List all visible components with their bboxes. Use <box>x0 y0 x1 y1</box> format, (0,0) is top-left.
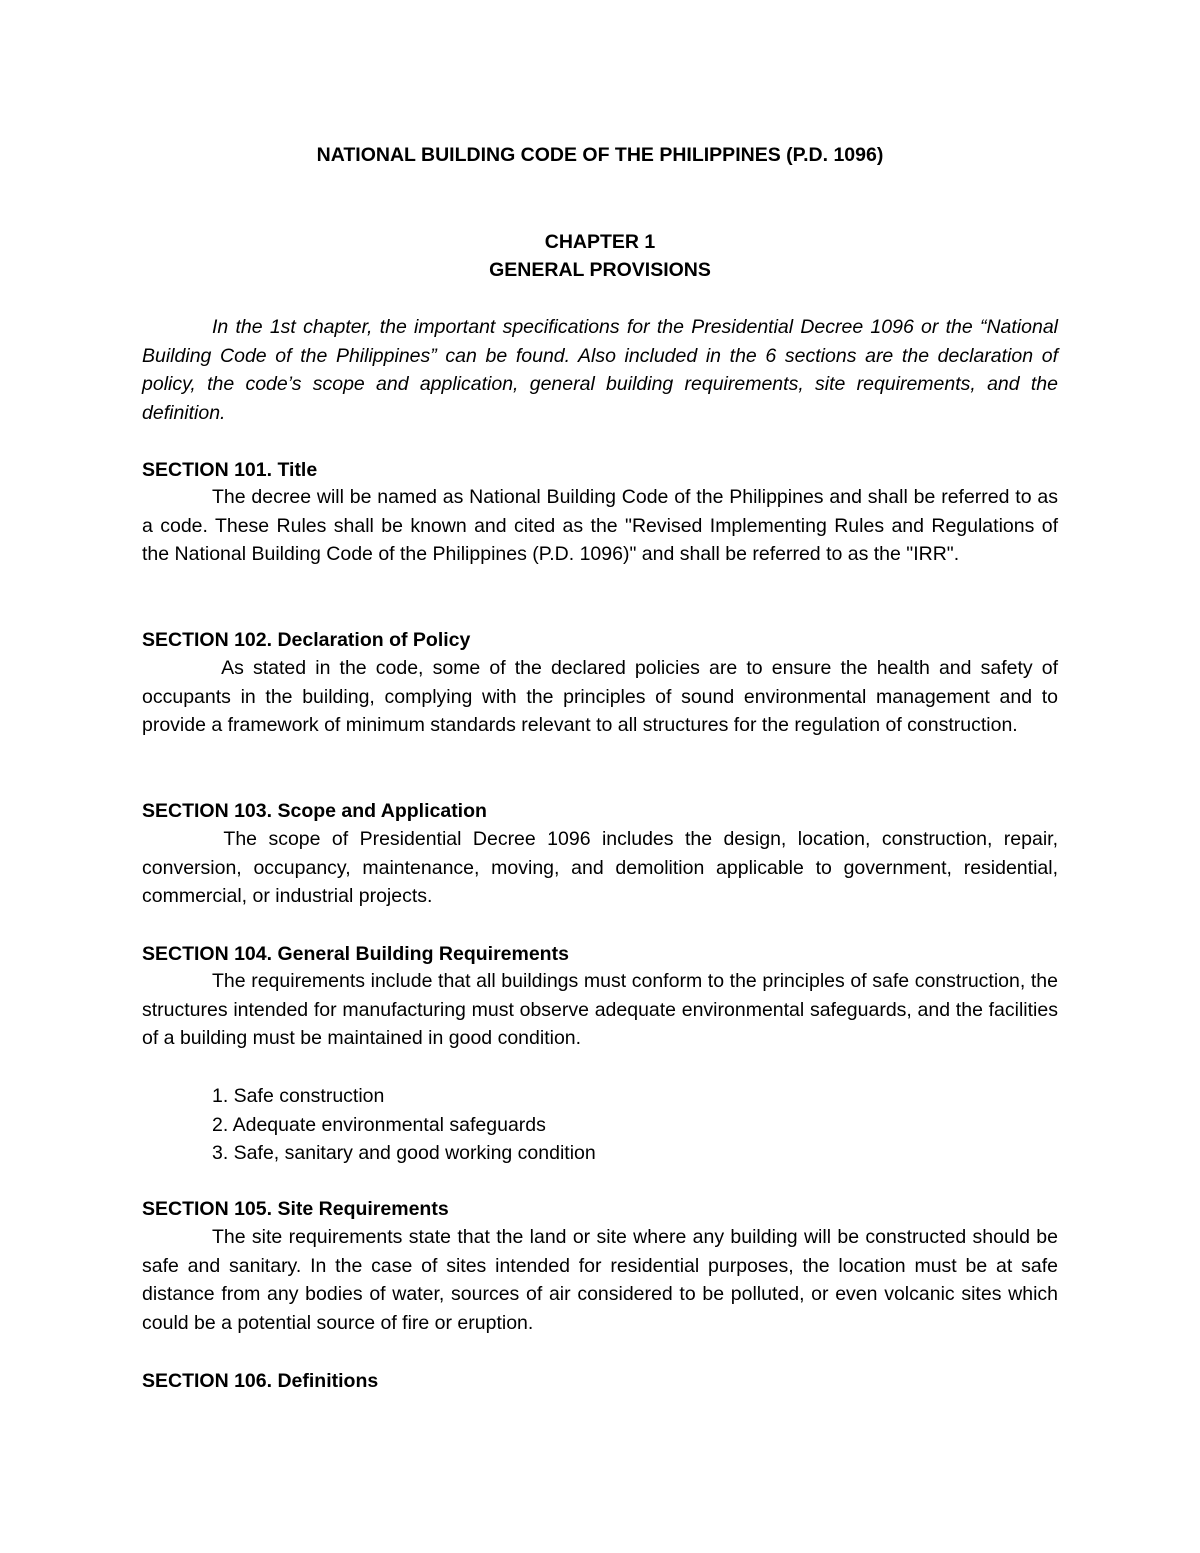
chapter-title: GENERAL PROVISIONS <box>489 259 711 281</box>
chapter-intro: In the 1st chapter, the important specifications for the Presidential Decree 1096 or the “National Building Code of the Philippines” can be found. Also included in the 6 sections are the declaration of policy, the code’s scope and application, general building requirements, site requirements, and the definition. <box>142 316 1058 424</box>
section-105-body: The site requirements state that the land or site where any building will be constructed should be safe and sanitary. In the case of sites intended for residential purposes, the location must be at safe distance from any bodies of water, sources of air considered to be polluted, or even volcanic sites which could be a potential source of fire or eruption. <box>142 1226 1058 1334</box>
section-103-body: The scope of Presidential Decree 1096 includes the design, location, construction, repair, conversion, occupancy, maintenance, moving, and demolition applicable to government, residential, commercial, or industrial projects. <box>142 828 1064 907</box>
list-item: 1. Safe construction <box>212 1085 385 1107</box>
chapter-header <box>142 228 1058 284</box>
document-page <box>142 0 1064 1553</box>
section-104-body: The requirements include that all buildings must conform to the principles of safe construction, the structures intended for manufacturing must observe adequate environmental safeguards, and the facilities of a building must be maintained in good condition. <box>142 970 1058 1049</box>
section-104-heading: SECTION 104. General Building Requirements <box>142 943 569 965</box>
list-item: 2. Adequate environmental safeguards <box>212 1113 546 1136</box>
section-101-body: The decree will be named as National Building Code of the Philippines and shall be referred to as a code. These Rules shall be known and cited as the "Revised Implementing Rules and Regulations of the National Building Code of the Philippines (P.D. 1096)" and shall be referred to as the "IRR". <box>142 486 1058 565</box>
section-101-heading: SECTION 101. Title <box>142 459 318 481</box>
list-item: 3. Safe, sanitary and good working condition <box>212 1142 596 1164</box>
chapter-number: CHAPTER 1 <box>544 231 656 253</box>
requirements-list <box>212 1082 596 1168</box>
section-102-heading: SECTION 102. Declaration of Policy <box>142 629 471 651</box>
document-title: NATIONAL BUILDING CODE OF THE PHILIPPINES (P.D. 1096) <box>316 144 884 166</box>
section-102-body: As stated in the code, some of the declared policies are to ensure the health and safety of occupants in the building, complying with the principles of sound environmental management and to provide a framework of minimum standards relevant to all structures for the regulation of construction. <box>142 657 1064 736</box>
section-103-heading: SECTION 103. Scope and Application <box>142 800 487 822</box>
section-106-heading: SECTION 106. Definitions <box>142 1370 379 1392</box>
section-105-heading: SECTION 105. Site Requirements <box>142 1198 449 1220</box>
